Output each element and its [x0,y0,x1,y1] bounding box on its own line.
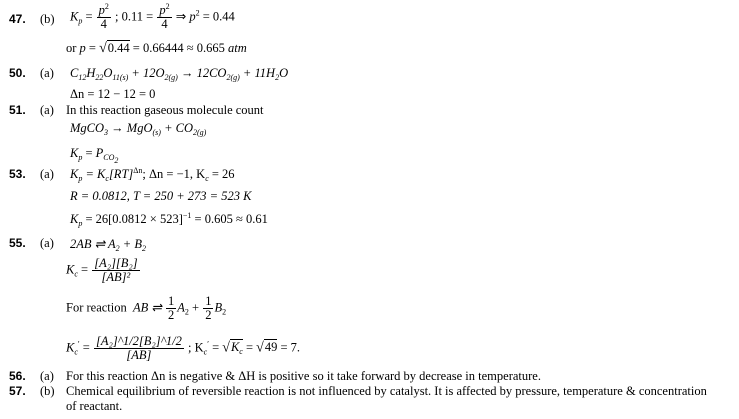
frac-numerator-exponent: 2 [165,2,170,11]
reaction-term-subscript: 11(s) [112,73,129,82]
a2-subscript: 2 [184,307,189,317]
q51-statement: In this reaction gaseous molecule count [66,103,264,117]
a2-symbol: A [177,300,185,315]
question-number: 51. [9,103,26,117]
p-symbol: p [79,41,86,55]
kp-calc: = 26[0.0812 × 523] [85,212,183,226]
equals: = [82,340,90,355]
kc-subscript: c [74,269,78,279]
answer-option: (a) [40,103,54,117]
equals: = [85,146,93,160]
product-subscript: 2(g) [193,128,207,137]
equals: = [85,9,93,24]
reaction-term: O [279,66,289,80]
q50-reaction-equation [70,66,288,81]
question-number: 57. [9,384,26,398]
kc-symbol: K [66,340,75,355]
reaction-term-subscript: 2(g) [226,73,240,82]
q51-reaction-equation [70,121,206,136]
rt-term: [RT] [108,167,134,181]
equals: = [88,41,96,55]
q47-equation-line2 [66,41,247,57]
answer-option: (a) [40,167,54,181]
kc-subscript: c [205,174,209,183]
reaction-term: + 12O [128,66,165,80]
implies-arrow: ⇒ [175,9,187,24]
reaction-term-subscript: 12 [78,73,87,82]
plus: + [192,300,200,315]
reactant: MgCO [70,121,105,135]
q57-statement-line1: Chemical equilibrium of reversible reaction is not influenced by catalyst. It is affected by pressure, temperature & concentration [66,384,707,398]
question-number: 56. [9,369,26,383]
fraction [94,335,184,362]
frac-denominator: 2 [205,308,212,322]
answer-option: (a) [40,236,54,250]
kc-subscript: c [203,347,208,357]
q55-reaction [70,236,146,252]
rt-exponent: Δn [133,166,143,175]
plus: + [164,121,173,135]
kp-result: = 0.605 ≈ 0.61 [194,212,268,226]
fraction [166,295,176,322]
product: MgO [126,121,153,135]
sqrt-icon: √ [222,340,230,356]
q53-equation-line3 [70,212,268,227]
pressure-symbol: P [95,146,104,160]
question-number: 53. [9,167,26,181]
equation-result: = 0.44 [202,9,235,24]
kp-subscript: p [78,174,83,183]
kp-subscript: p [78,16,83,26]
prime-mark: ′ [207,339,209,349]
frac-numerator: p [98,3,105,17]
answer-option: (b) [40,384,55,398]
reaction-label: For reaction [66,300,127,315]
kp-subscript: p [78,153,83,162]
reaction-left: 2AB ⇌ A [70,237,116,251]
kc-prime-term: ; K [188,340,204,355]
answer-option: (b) [40,12,55,26]
frac-numerator: 1 [205,294,212,308]
q55-kc-prime-expression [66,335,300,362]
kc-value: = 26 [211,167,235,181]
reactant-subscript: 3 [104,128,109,137]
equals: = [245,340,254,355]
frac-numerator: p [159,3,166,17]
frac-numerator-exponent: 2 [104,2,109,11]
a2-subscript: 2 [115,244,120,253]
prime-mark: ′ [77,339,80,349]
kp-symbol: K [70,146,79,160]
kc-subscript: c [105,174,109,183]
reaction-term: → 12CO [177,66,227,80]
kc-symbol: K [66,262,75,277]
reaction-term-subscript: 22 [95,73,104,82]
reaction-left: AB ⇌ [133,300,162,315]
answer-option: (a) [40,66,54,80]
kp-calc-exponent: −1 [182,211,192,220]
equation-middle: ; 0.11 = [115,9,154,24]
sqrt-value: 49 [264,340,278,355]
p-symbol: p [189,9,196,24]
reaction-term: O [103,66,113,80]
frac-denominator: 4 [100,17,107,31]
frac-denominator: 4 [161,17,168,31]
equals: = [212,340,220,355]
reaction-term-subscript: 2(g) [164,73,178,82]
reaction-right: + B [122,237,142,251]
q56-statement: For this reaction Δn is negative & ΔH is positive so it take forward by decrease in temperature. [66,369,541,383]
kc-subscript: c [74,347,78,357]
kp-symbol: K [70,167,79,181]
frac-denominator: 2 [168,308,175,322]
p-exponent: 2 [195,8,200,18]
reaction-term: C [70,66,79,80]
sqrt-icon: √ [256,340,264,356]
product-subscript: (s) [152,128,161,137]
question-number: 47. [9,12,26,26]
fraction [92,257,139,284]
answer-option: (a) [40,369,54,383]
q57-statement-line2: of reactant. [66,399,123,413]
pressure-subscript-2: 2 [114,156,119,165]
frac-numerator: 1 [168,294,175,308]
equation-rest: = 0.66444 ≈ 0.665 [132,41,225,55]
or-word: or [66,41,77,55]
question-number: 55. [9,236,26,250]
equals: = [81,262,89,277]
frac-numerator: [A₂][B₂] [94,256,138,270]
kc-symbol: = K [85,167,106,181]
b2-symbol: B [214,300,223,315]
fraction [157,4,171,31]
kp-subscript: p [78,219,83,228]
q55-kc-expression [66,257,141,284]
kp-symbol: K [70,9,79,24]
q53-equation-line1 [70,167,235,182]
b2-subscript: 2 [222,307,227,317]
q55-half-reaction [66,295,226,322]
reaction-term: H [86,66,96,80]
kp-symbol: K [70,212,79,226]
reaction-term-subscript: 2 [275,73,280,82]
reaction-arrow: → [111,121,124,135]
delta-n-term: ; Δn = −1, K [142,167,206,181]
frac-numerator: [A₂]^1/2[B₂]^1/2 [95,334,182,348]
sqrt-value: 0.44 [107,41,130,55]
question-number: 50. [9,66,26,80]
sqrt-k: K [230,340,240,355]
fraction [97,4,111,31]
q53-equation-line2: R = 0.0812, T = 250 + 273 = 523 K [70,189,252,203]
sqrt-icon: √ [99,41,107,56]
q47-equation-line1 [70,4,235,31]
unit: atm [227,41,247,55]
pressure-subscript: CO [103,153,115,162]
product: CO [175,121,193,135]
frac-denominator: [AB] [126,348,152,362]
q51-kp-equation [70,146,119,165]
kc-subscript: c [239,347,243,357]
q50-delta-n: Δn = 12 − 12 = 0 [70,87,156,101]
frac-denominator: [AB]² [101,270,131,284]
fraction [203,295,213,322]
final-result: = 7. [280,340,301,355]
b2-subscript: 2 [141,244,146,253]
reaction-term: + 11H [239,66,276,80]
